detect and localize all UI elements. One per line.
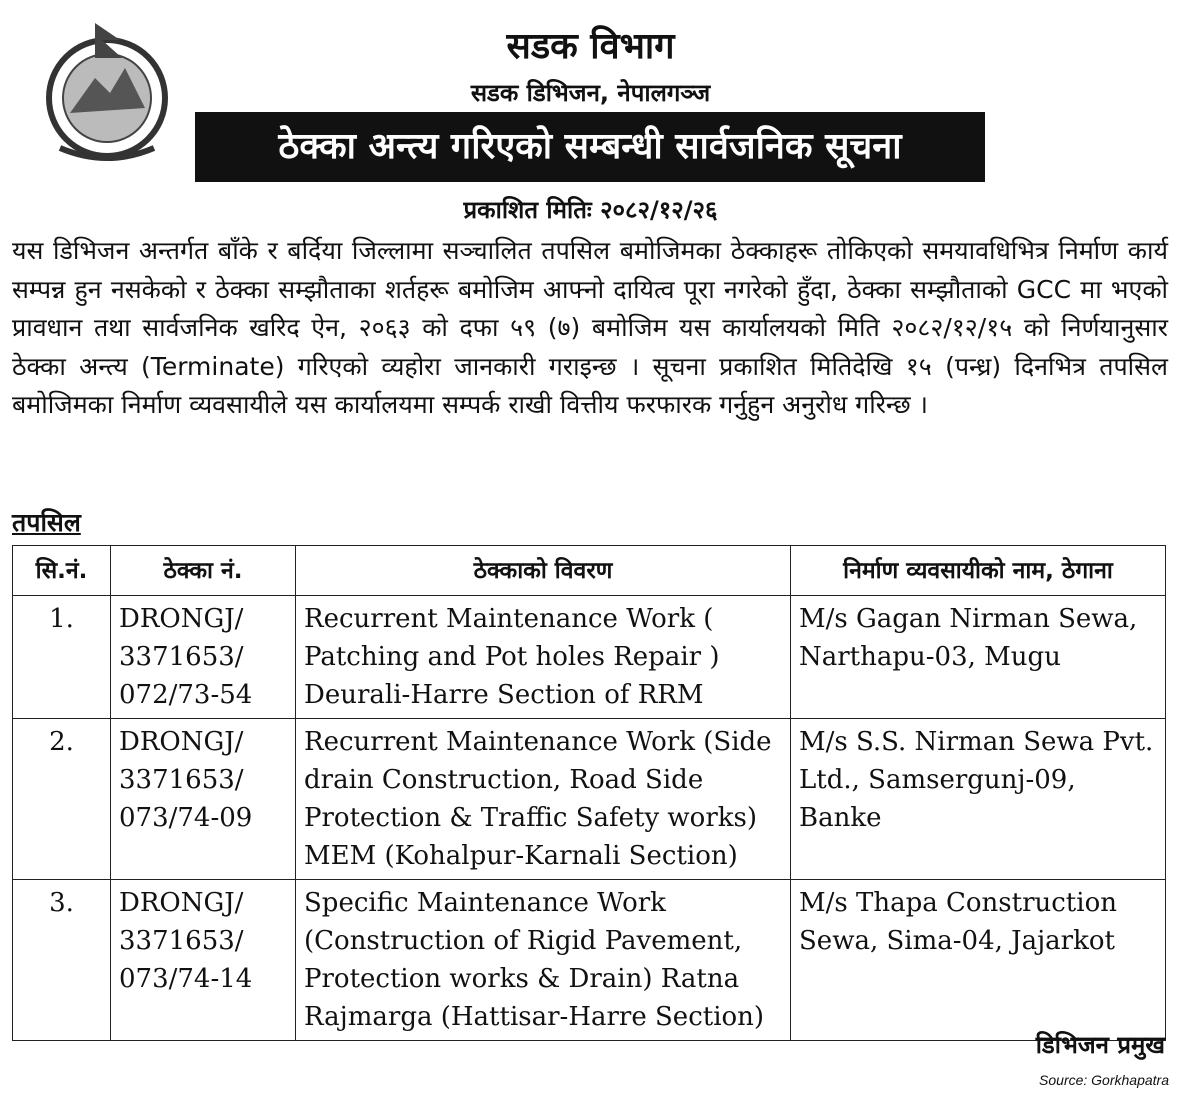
cell-contractor: M/s Thapa Construction Sewa, Sima-04, Jajarkot: [791, 880, 1166, 1041]
table-row: [13, 719, 1166, 880]
cell-sn: 3.: [13, 880, 111, 1041]
notice-title: ठेक्का अन्त्य गरिएको सम्बन्धी सार्वजनिक सूचना: [195, 112, 985, 182]
cell-contract: DRONGJ/ 3371653/ 072/73-54: [111, 596, 296, 719]
cell-description: Recurrent Maintenance Work ( Patching and Pot holes Repair ) Deurali-Harre Section of RRM: [296, 596, 791, 719]
cell-contract: DRONGJ/ 3371653/ 073/74-09: [111, 719, 296, 880]
col-header-contractor: निर्माण व्यवसायीको नाम, ठेगाना: [791, 546, 1166, 596]
cell-description: Recurrent Maintenance Work (Side drain Construction, Road Side Protection & Traffic Safety works) MEM (Kohalpur-Karnali Section): [296, 719, 791, 880]
notice-body: यस डिभिजन अन्तर्गत बाँके र बर्दिया जिल्लामा सञ्चालित तपसिल बमोजिमका ठेक्काहरू तोकिएको समयावधिभित्र निर्माण कार्य सम्पन्न हुन नसकेको र ठेक्का सम्झौताका शर्तहरू बमोजिम आफ्नो दायित्व पूरा नगरेको हुँदा, ठेक्का सम्झौताको GCC मा भएको प्रावधान तथा सार्वजनिक खरिद ऐन, २०६३ को दफा ५९ (७) बमोजिम यस कार्यालयको मिति २०८२/१२/१५ को निर्णयानुसार ठेक्का अन्त्य (Terminate) गरिएको व्यहोरा जानकारी गराइन्छ । सूचना प्रकाशित मितिदेखि १५ (पन्ध्र) दिनभित्र तपसिल बमोजिमका निर्माण व्यवसायीले यस कार्यालयमा सम्पर्क राखी वित्तीय फरफारक गर्नुहुन अनुरोध गरिन्छ ।: [12, 236, 1168, 419]
contracts-table: [12, 545, 1166, 1041]
cell-description: Specific Maintenance Work (Construction of Rigid Pavement, Protection works & Drain) Ratna Rajmarga (Hattisar-Harre Section): [296, 880, 791, 1041]
table-row: [13, 596, 1166, 719]
signature-title: डिभिजन प्रमुख: [1035, 1031, 1165, 1059]
cell-sn: 1.: [13, 596, 111, 719]
cell-contractor: M/s Gagan Nirman Sewa, Narthapu-03, Mugu: [791, 596, 1166, 719]
col-header-description: ठेक्काको विवरण: [296, 546, 791, 596]
department-name: सडक विभाग: [506, 26, 675, 67]
source-credit: Source: Gorkhapatra: [1039, 1072, 1169, 1088]
cell-sn: 2.: [13, 719, 111, 880]
division-name: सडक डिभिजन, नेपालगञ्ज: [470, 79, 711, 107]
cell-contractor: M/s S.S. Nirman Sewa Pvt. Ltd., Samsergunj-09, Banke: [791, 719, 1166, 880]
details-heading: तपसिल: [12, 508, 81, 537]
table-row: [13, 880, 1166, 1041]
col-header-contract: ठेक्का नं.: [111, 546, 296, 596]
cell-contract: DRONGJ/ 3371653/ 073/74-14: [111, 880, 296, 1041]
publish-date: प्रकाशित मितिः २०८२/१२/२६: [463, 196, 718, 224]
table-header-row: [13, 546, 1166, 596]
col-header-sn: सि.नं.: [13, 546, 111, 596]
